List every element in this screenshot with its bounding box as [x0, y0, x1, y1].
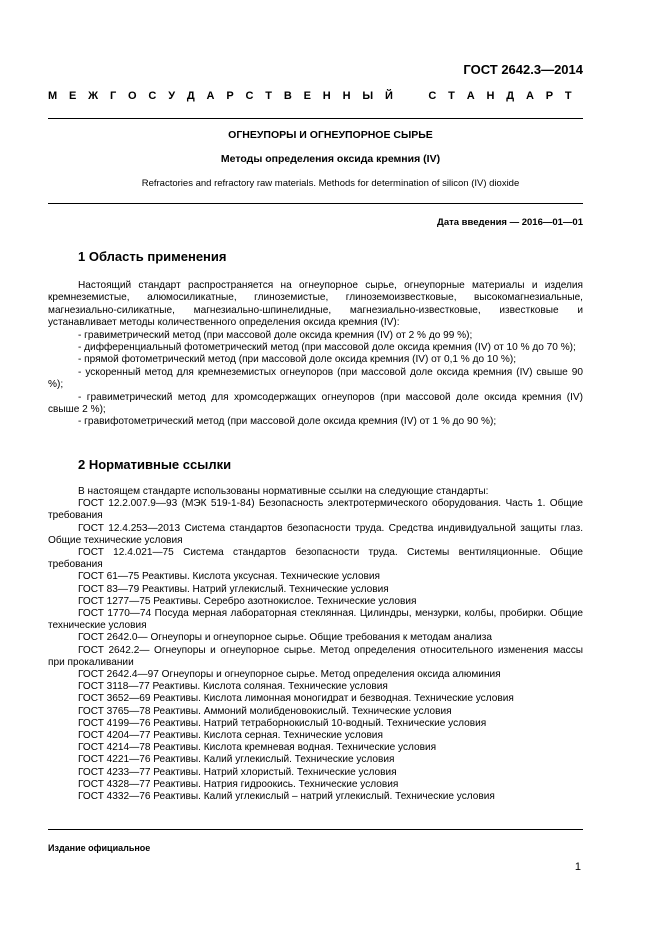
banner-letter: С [245, 90, 254, 102]
banner-letter: В [283, 90, 292, 102]
banner-letter: Р [226, 90, 234, 102]
banner-letter: Н [486, 90, 495, 102]
banner-letter: С [428, 90, 437, 102]
banner-letter: Ж [88, 90, 99, 102]
reference-item: ГОСТ 1770—74 Посуда мерная лабораторная стеклянная. Цилиндры, мензурки, колбы, пробирки. Общие технические условия [48, 608, 583, 632]
section-1-heading: 1 Область применения [78, 249, 227, 264]
banner-letter: Т [564, 90, 572, 102]
banner-letter: М [48, 90, 58, 102]
banner-letter: А [206, 90, 215, 102]
banner-letter: Т [265, 90, 273, 102]
banner-letter: Д [186, 90, 195, 102]
banner-letter: С [148, 90, 157, 102]
scope-item: - гравиметрический метод для хромсодержащих огнеупоров (при массовой доле оксида кремния (IV) свыше 2 %); [48, 391, 583, 416]
banner-letter: Д [506, 90, 515, 102]
banner-letter: Н [342, 90, 351, 102]
reference-item: ГОСТ 3765—78 Реактивы. Аммоний молибденовокислый. Технические условия [78, 705, 452, 717]
footer-divider [48, 829, 583, 830]
banner-letter: Н [322, 90, 331, 102]
banner-letter: Е [303, 90, 311, 102]
reference-item: ГОСТ 12.2.007.9—93 (МЭК 519-1-84) Безопасность электротермического оборудования. Часть 1. Общие требования [48, 498, 583, 522]
edition-label: Издание официальное [48, 843, 151, 853]
reference-item: ГОСТ 83—79 Реактивы. Натрий углекислый. Технические условия [78, 583, 389, 595]
document-subtitle: Методы определения оксида кремния (IV) [220, 153, 441, 165]
document-number: ГОСТ 2642.3—2014 [463, 62, 583, 77]
scope-item: - прямой фотометрический метод (при массовой доле оксида кремния (IV) от 0,1 % до 10 %); [78, 354, 517, 366]
scope-item: - дифференциальный фотометрический метод (при массовой доле оксида кремния (IV) от 10 % до 70 %); [78, 342, 576, 354]
banner-letter: Е [69, 90, 77, 102]
banner-letter: Т [448, 90, 455, 102]
reference-item: ГОСТ 3652—69 Реактивы. Кислота лимонная моногидрат и безводная. Технические условия [78, 693, 514, 705]
reference-item: ГОСТ 1277—75 Реактивы. Серебро азотнокислое. Технические условия [78, 595, 417, 607]
reference-item: ГОСТ 2642.4—97 Огнеупоры и огнеупорное сырье. Метод определения оксида алюминия [78, 669, 501, 681]
title-divider [48, 203, 583, 204]
header-divider [48, 118, 583, 119]
reference-item: ГОСТ 2642.0— Огнеупоры и огнеупорное сырье. Общие требования к методам анализа [78, 632, 493, 644]
banner-letter: А [466, 90, 475, 102]
reference-item: ГОСТ 12.4.253—2013 Система стандартов безопасности труда. Средства индивидуальной защиты глаз. Общие технические условия [48, 522, 583, 546]
scope-item: - гравифотометрический метод (при массовой доле оксида кремния (IV) от 1 % до 90 %); [78, 416, 497, 428]
english-title: Refractories and refractory raw materials. Methods for determination of silicon (IV) dioxide [141, 178, 520, 189]
banner-letter: У [168, 90, 176, 102]
banner-letter: Ы [362, 90, 374, 102]
section-2-heading: 2 Нормативные ссылки [78, 457, 232, 472]
reference-item: ГОСТ 4221—76 Реактивы. Калий углекислый. Технические условия [78, 754, 395, 766]
interstate-standard-banner [48, 90, 572, 102]
section-2-body [48, 486, 583, 803]
banner-letter: Р [545, 90, 554, 102]
banner-letter: А [525, 90, 534, 102]
reference-item: ГОСТ 4204—77 Реактивы. Кислота серная. Технические условия [78, 730, 383, 742]
page-number: 1 [574, 861, 581, 873]
reference-item: ГОСТ 4332—76 Реактивы. Калий углекислый – натрий углекислый. Технические условия [78, 791, 495, 803]
document-title: ОГНЕУПОРЫ И ОГНЕУПОРНОЕ СЫРЬЕ [228, 129, 433, 141]
section-1-paragraph: Настоящий стандарт распространяется на огнеупорное сырье, огнеупорные материалы и изделия кремнеземистые, алюмосиликатные, глиноземистые, глиноземоизвестковые, высокомагнезиальные, магнезиально-силикатные, магнезиально-шпинелидные, магнезиально-известковые, известковые и устанавливает методы количественного определения оксида кремния (IV): [48, 280, 583, 329]
banner-letter: Г [109, 90, 117, 102]
section-1-body [48, 280, 583, 429]
reference-item: ГОСТ 4199—76 Реактивы. Натрий тетраборнокислый 10-водный. Технические условия [78, 717, 487, 729]
introduction-date: Дата введения — 2016—01—01 [437, 217, 583, 228]
reference-item: ГОСТ 4214—78 Реактивы. Кислота кремневая водная. Технические условия [78, 742, 437, 754]
scope-item: - гравиметрический метод (при массовой доле оксида кремния (IV) от 2 % до 99 %); [78, 329, 473, 341]
reference-item: ГОСТ 3118—77 Реактивы. Кислота соляная. Технические условия [78, 681, 388, 693]
reference-item: ГОСТ 2642.2— Огнеупоры и огнеупорное сырье. Метод определения относительного изменения массы при прокаливании [48, 644, 583, 668]
reference-item: ГОСТ 4233—77 Реактивы. Натрий хлористый. Технические условия [78, 766, 397, 778]
section-2-intro: В настоящем стандарте использованы нормативные ссылки на следующие стандарты: [78, 486, 489, 497]
reference-item: ГОСТ 12.4.021—75 Система стандартов безопасности труда. Системы вентиляционные. Общие требования [48, 547, 583, 571]
reference-item: ГОСТ 4328—77 Реактивы. Натрия гидроокись. Технические условия [78, 778, 399, 790]
reference-item: ГОСТ 61—75 Реактивы. Кислота уксусная. Технические условия [78, 571, 381, 583]
banner-letter: Й [384, 90, 393, 102]
banner-letter: О [128, 90, 137, 102]
scope-item: - ускоренный метод для кремнеземистых огнеупоров (при массовой доле оксида кремния (IV) свыше 90 %); [48, 366, 583, 391]
